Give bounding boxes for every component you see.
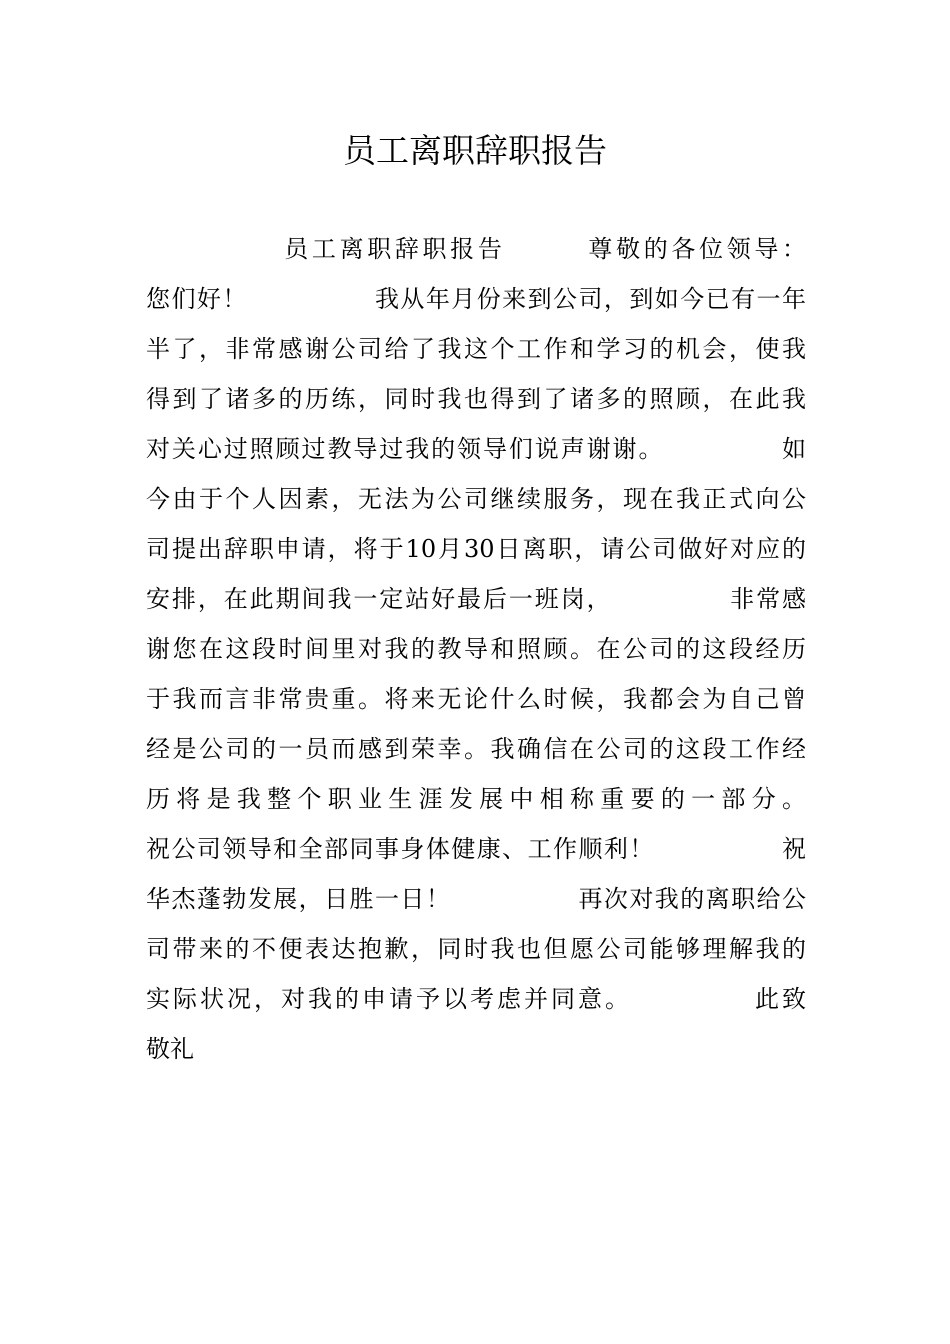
body-line: 安排，在此期间我一定站好最后一班岗， 非常感 <box>146 585 806 613</box>
body-line: 谢您在这段时间里对我的教导和照顾。在公司的这段经历 <box>146 635 806 663</box>
body-line: 得到了诸多的历练，同时我也得到了诸多的照顾，在此我 <box>146 385 806 413</box>
body-line: 于我而言非常贵重。将来无论什么时候，我都会为自己曾 <box>146 685 806 713</box>
body-line: 司带来的不便表达抱歉，同时我也但愿公司能够理解我的 <box>146 935 806 963</box>
body-line: 今由于个人因素，无法为公司继续服务，现在我正式向公 <box>146 485 806 513</box>
body-line: 半了，非常感谢公司给了我这个工作和学习的机会，使我 <box>146 335 806 363</box>
letter-body <box>146 224 806 1074</box>
body-line: 员工离职辞职报告 尊敬的各位领导： <box>146 235 806 263</box>
body-line: 经是公司的一员而感到荣幸。我确信在公司的这段工作经 <box>146 735 806 763</box>
body-line: 祝公司领导和全部同事身体健康、工作顺利！ 祝 <box>146 835 806 863</box>
body-line: 司提出辞职申请，将于10月30日离职，请公司做好对应的 <box>146 535 806 563</box>
body-line: 历将是我整个职业生涯发展中相称重要的一部分。 <box>146 785 806 813</box>
document-title: 员工离职辞职报告 <box>343 131 607 170</box>
body-line: 您们好！ 我从年月份来到公司，到如今已有一年 <box>146 285 806 313</box>
body-line: 实际状况，对我的申请予以考虑并同意。 此致 <box>146 985 806 1013</box>
body-line: 对关心过照顾过教导过我的领导们说声谢谢。 如 <box>146 435 806 463</box>
body-line: 华杰蓬勃发展，日胜一日！ 再次对我的离职给公 <box>146 885 806 913</box>
body-line-closing: 敬礼 <box>146 1035 194 1063</box>
